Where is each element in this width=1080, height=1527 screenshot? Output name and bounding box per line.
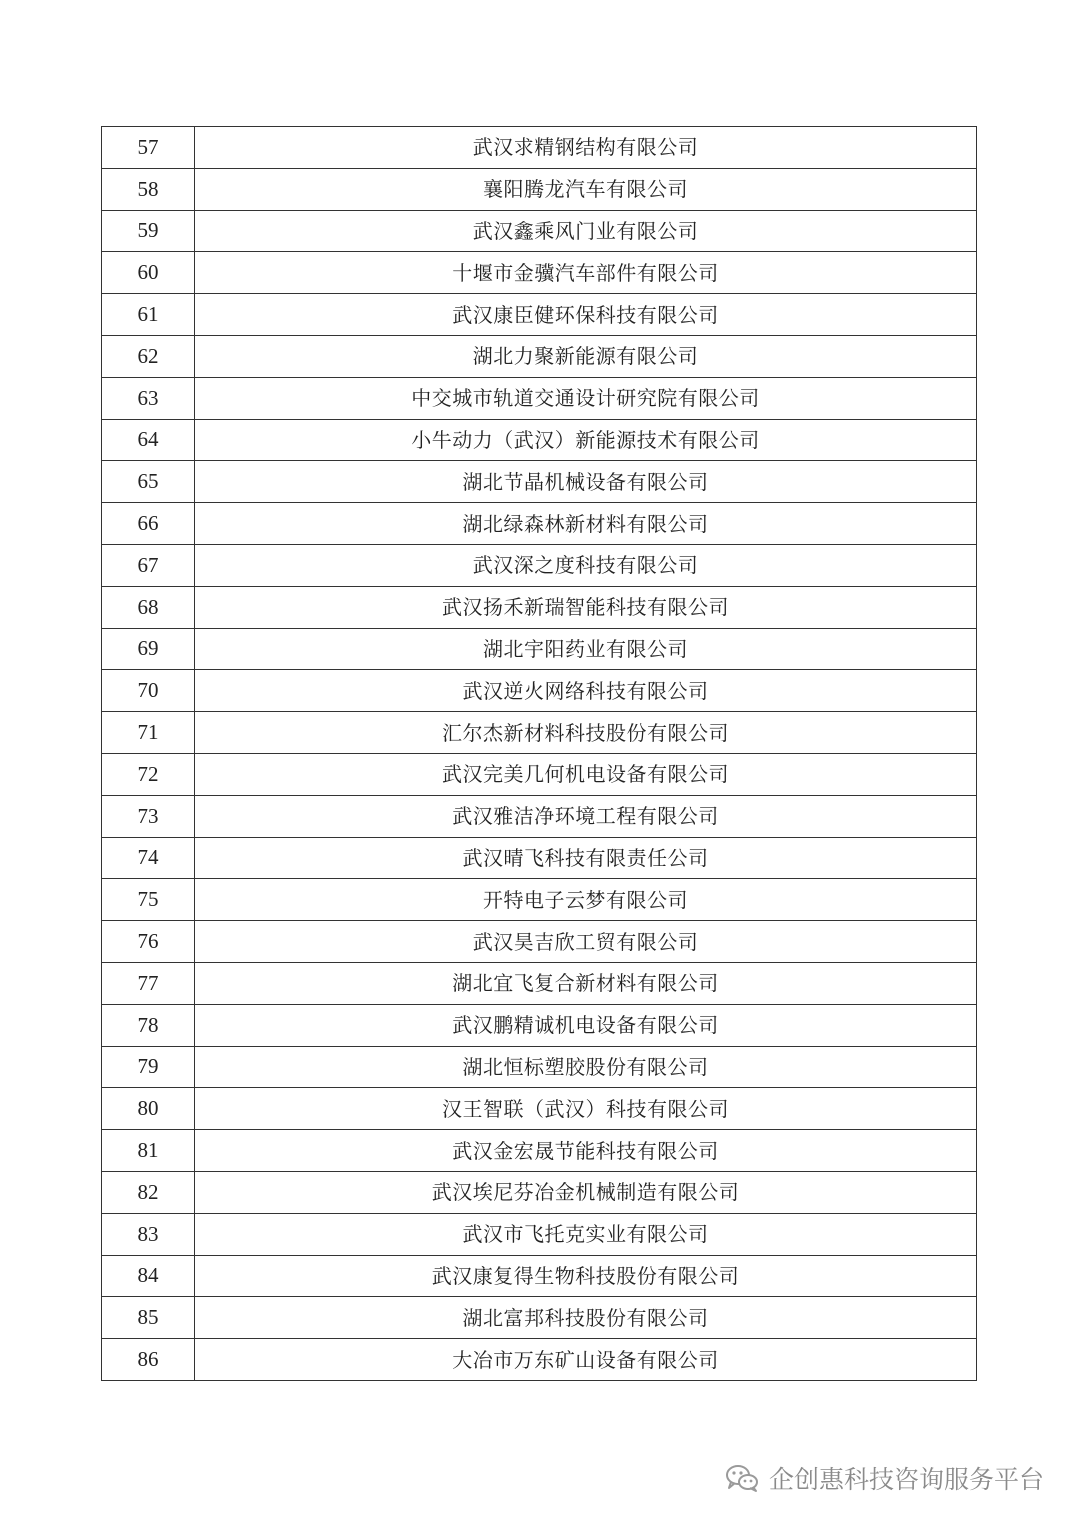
row-number: 82 — [102, 1171, 195, 1213]
row-number: 84 — [102, 1255, 195, 1297]
table-row — [102, 294, 977, 336]
table-row — [102, 1130, 977, 1172]
table-row — [102, 586, 977, 628]
table-row — [102, 1046, 977, 1088]
company-name: 汉王智联（武汉）科技有限公司 — [195, 1088, 977, 1130]
row-number: 69 — [102, 628, 195, 670]
company-name: 武汉扬禾新瑞智能科技有限公司 — [195, 586, 977, 628]
row-number: 67 — [102, 544, 195, 586]
table-row — [102, 670, 977, 712]
table-row — [102, 753, 977, 795]
row-number: 68 — [102, 586, 195, 628]
row-number: 73 — [102, 795, 195, 837]
company-list-table — [101, 126, 977, 1381]
table-row — [102, 962, 977, 1004]
company-name: 汇尔杰新材料科技股份有限公司 — [195, 712, 977, 754]
company-name: 武汉市飞托克实业有限公司 — [195, 1213, 977, 1255]
company-name: 湖北富邦科技股份有限公司 — [195, 1297, 977, 1339]
watermark-text: 企创惠科技咨询服务平台 — [768, 1465, 1044, 1494]
company-name: 武汉完美几何机电设备有限公司 — [195, 753, 977, 795]
table-row — [102, 210, 977, 252]
table-row — [102, 252, 977, 294]
table-row — [102, 1339, 977, 1381]
row-number: 72 — [102, 753, 195, 795]
row-number: 65 — [102, 461, 195, 503]
row-number: 80 — [102, 1088, 195, 1130]
table-row — [102, 1255, 977, 1297]
wechat-icon — [725, 1463, 759, 1493]
row-number: 78 — [102, 1004, 195, 1046]
table-row — [102, 628, 977, 670]
table-row — [102, 168, 977, 210]
watermark — [725, 1460, 1044, 1496]
company-name: 武汉鹏精诚机电设备有限公司 — [195, 1004, 977, 1046]
row-number: 85 — [102, 1297, 195, 1339]
row-number: 61 — [102, 294, 195, 336]
row-number: 75 — [102, 879, 195, 921]
company-name: 中交城市轨道交通设计研究院有限公司 — [195, 377, 977, 419]
table-row — [102, 1088, 977, 1130]
table-row — [102, 1213, 977, 1255]
row-number: 77 — [102, 962, 195, 1004]
company-name: 湖北力聚新能源有限公司 — [195, 335, 977, 377]
table-row — [102, 879, 977, 921]
table-row — [102, 1297, 977, 1339]
row-number: 79 — [102, 1046, 195, 1088]
row-number: 63 — [102, 377, 195, 419]
table-row — [102, 837, 977, 879]
company-name: 武汉昊吉欣工贸有限公司 — [195, 921, 977, 963]
row-number: 81 — [102, 1130, 195, 1172]
company-name: 武汉逆火网络科技有限公司 — [195, 670, 977, 712]
row-number: 86 — [102, 1339, 195, 1381]
table-row — [102, 1004, 977, 1046]
row-number: 66 — [102, 503, 195, 545]
row-number: 64 — [102, 419, 195, 461]
company-name: 武汉晴飞科技有限责任公司 — [195, 837, 977, 879]
table-row — [102, 1171, 977, 1213]
company-name: 武汉金宏晟节能科技有限公司 — [195, 1130, 977, 1172]
row-number: 59 — [102, 210, 195, 252]
company-name: 湖北恒标塑胶股份有限公司 — [195, 1046, 977, 1088]
row-number: 58 — [102, 168, 195, 210]
table-body — [102, 127, 977, 1381]
table-row — [102, 544, 977, 586]
company-name: 小牛动力（武汉）新能源技术有限公司 — [195, 419, 977, 461]
company-name: 十堰市金骥汽车部件有限公司 — [195, 252, 977, 294]
table-row — [102, 127, 977, 169]
table-row — [102, 712, 977, 754]
company-name: 湖北宇阳药业有限公司 — [195, 628, 977, 670]
company-name: 武汉鑫乘风门业有限公司 — [195, 210, 977, 252]
table-row — [102, 377, 977, 419]
row-number: 76 — [102, 921, 195, 963]
row-number: 60 — [102, 252, 195, 294]
table-row — [102, 921, 977, 963]
table-row — [102, 503, 977, 545]
row-number: 83 — [102, 1213, 195, 1255]
company-name: 武汉深之度科技有限公司 — [195, 544, 977, 586]
company-name: 湖北绿森林新材料有限公司 — [195, 503, 977, 545]
table-row — [102, 419, 977, 461]
row-number: 74 — [102, 837, 195, 879]
company-name: 武汉求精钢结构有限公司 — [195, 127, 977, 169]
company-name: 襄阳腾龙汽车有限公司 — [195, 168, 977, 210]
table-row — [102, 461, 977, 503]
company-name: 武汉雅洁净环境工程有限公司 — [195, 795, 977, 837]
row-number: 62 — [102, 335, 195, 377]
company-name: 湖北节晶机械设备有限公司 — [195, 461, 977, 503]
table-row — [102, 795, 977, 837]
company-name: 武汉康臣健环保科技有限公司 — [195, 294, 977, 336]
row-number: 57 — [102, 127, 195, 169]
row-number: 71 — [102, 712, 195, 754]
company-name: 武汉埃尼芬冶金机械制造有限公司 — [195, 1171, 977, 1213]
company-name: 武汉康复得生物科技股份有限公司 — [195, 1255, 977, 1297]
company-name: 开特电子云梦有限公司 — [195, 879, 977, 921]
company-name: 湖北宜飞复合新材料有限公司 — [195, 962, 977, 1004]
company-name: 大冶市万东矿山设备有限公司 — [195, 1339, 977, 1381]
row-number: 70 — [102, 670, 195, 712]
table-row — [102, 335, 977, 377]
